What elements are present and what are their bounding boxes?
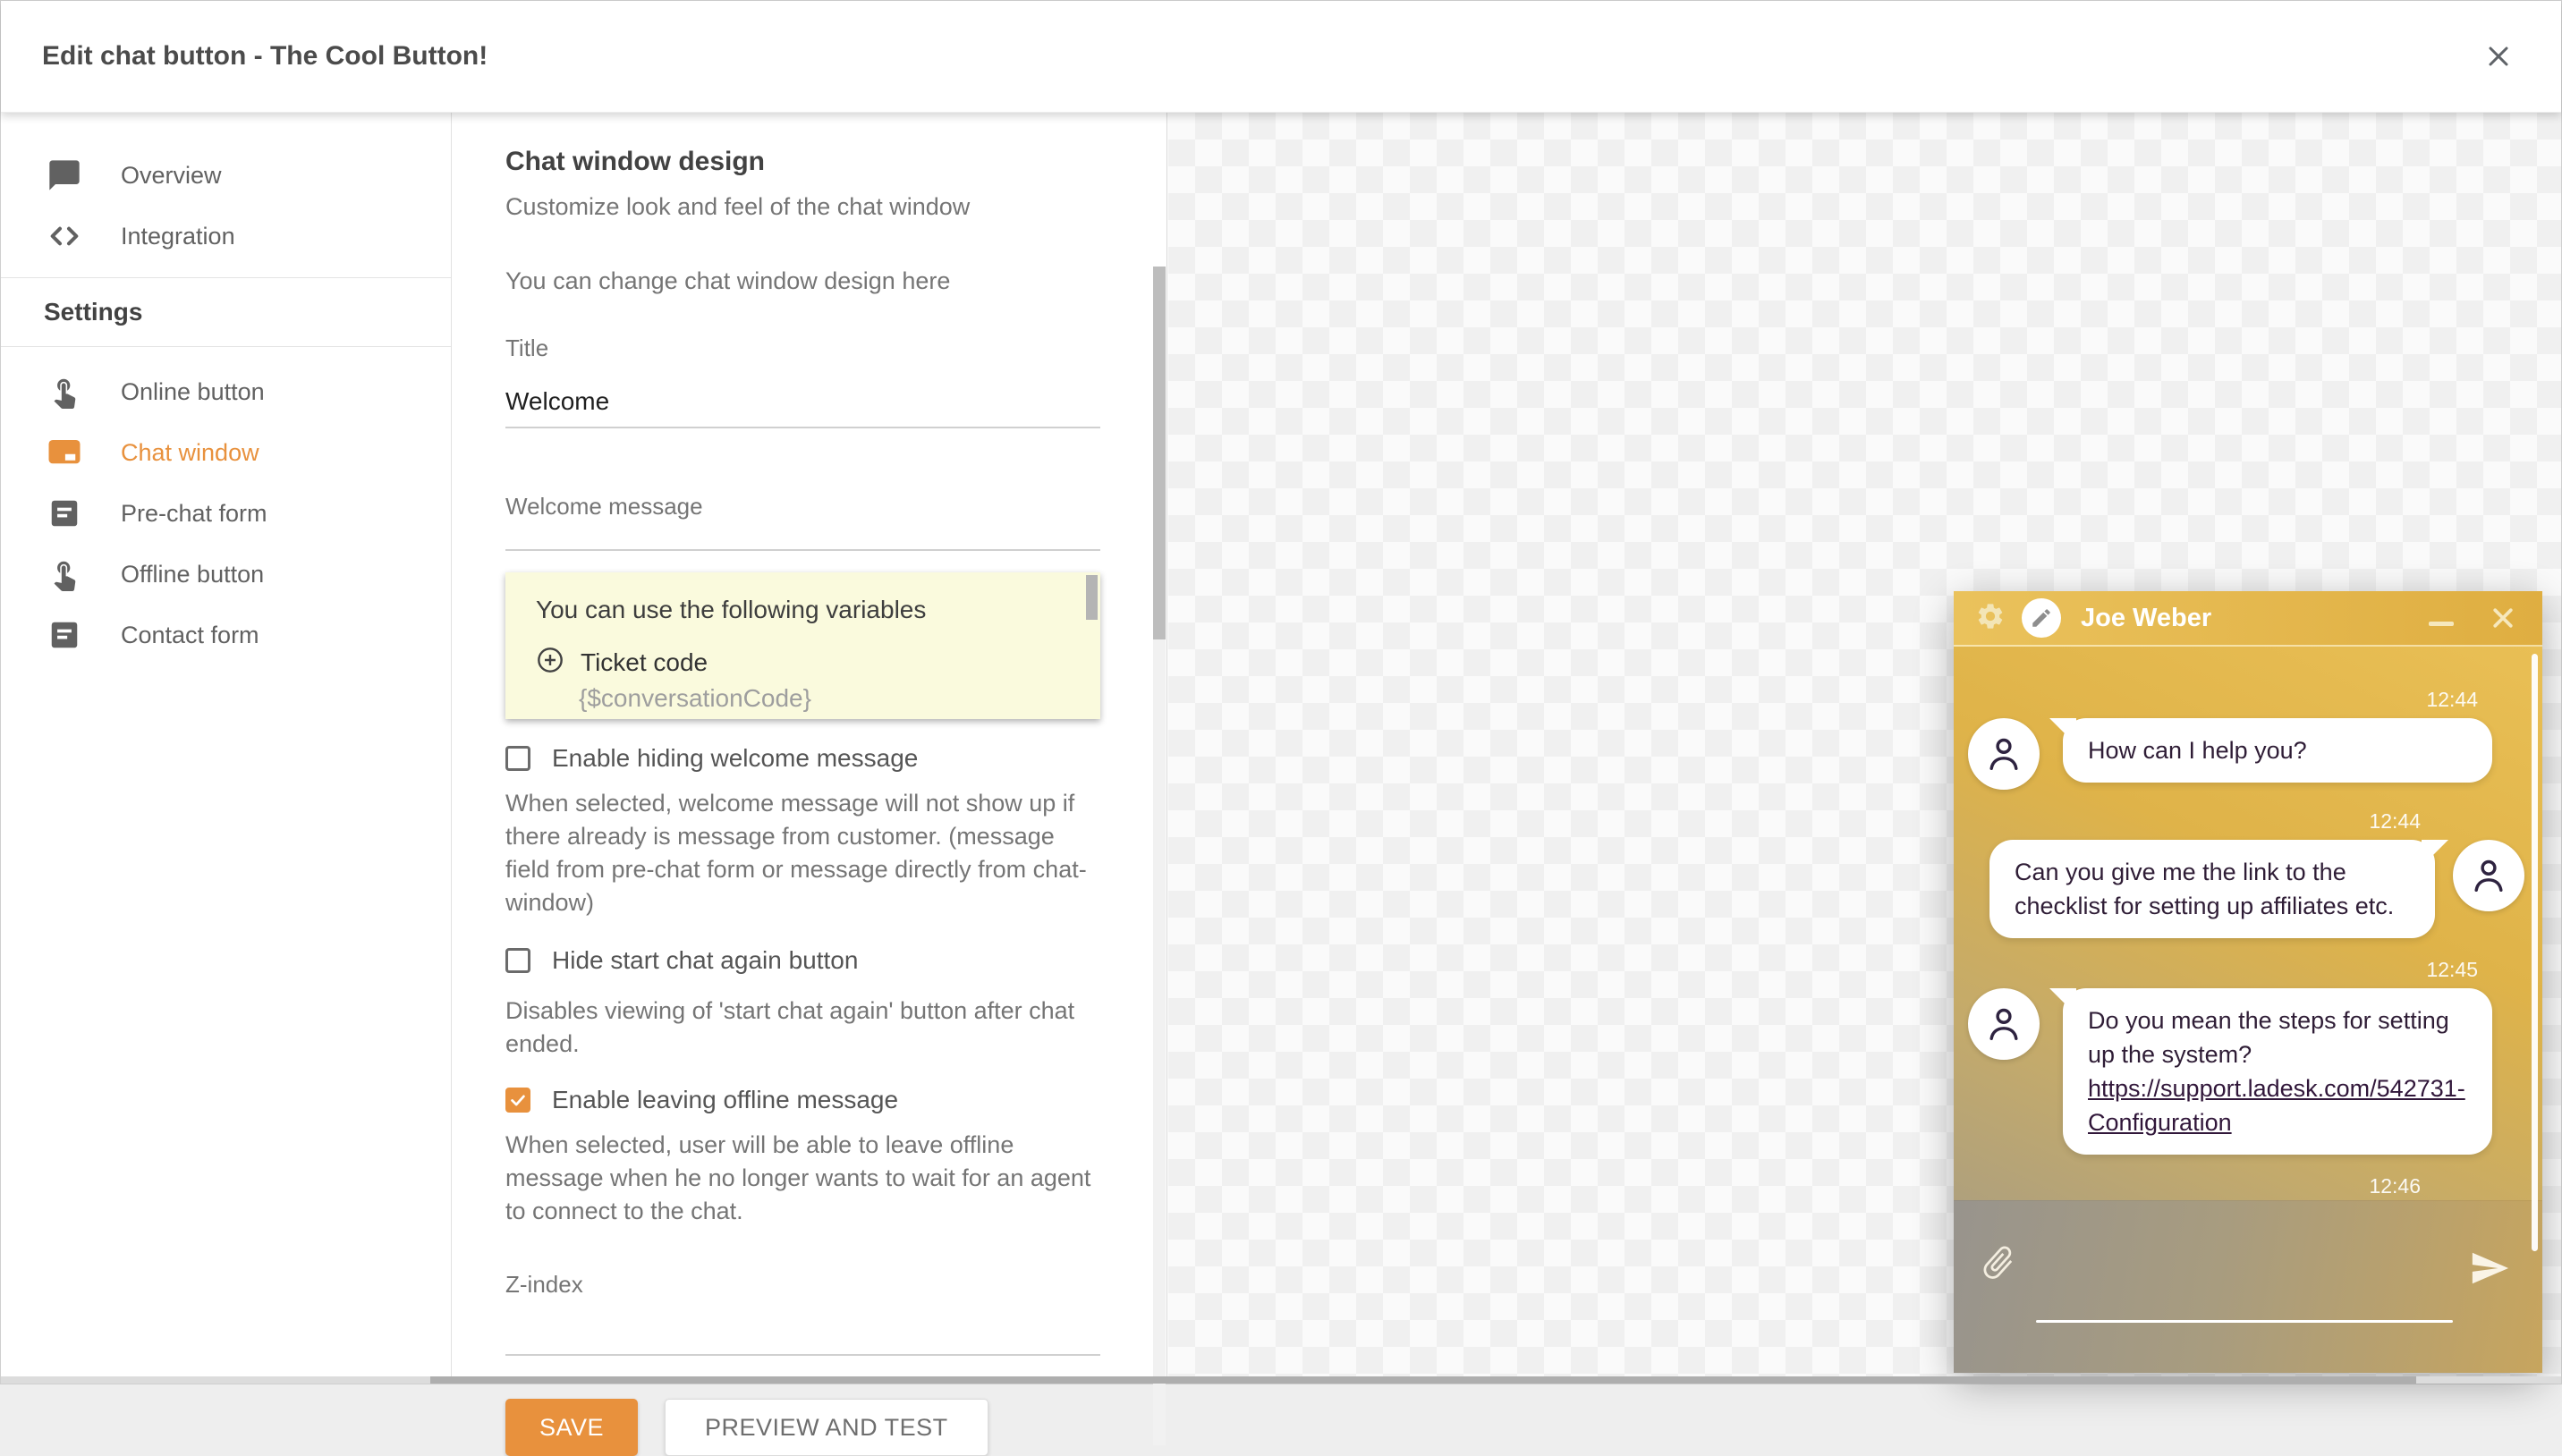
- message-input-underline[interactable]: [2036, 1320, 2453, 1323]
- message-bubble: Can you give me the link to the checklist for setting up affiliates etc.: [1989, 840, 2435, 938]
- sidebar-section-settings: Settings: [44, 298, 143, 326]
- variable-code: {$conversationCode}: [579, 684, 811, 712]
- checkbox-label: Hide start chat again button: [552, 946, 859, 974]
- message-timestamp: 12:44: [2426, 688, 2478, 711]
- agent-name: Joe Weber: [2081, 603, 2212, 632]
- person-icon: [1968, 988, 2040, 1060]
- widget-close-icon[interactable]: [2485, 597, 2521, 639]
- support-link[interactable]: https://support.ladesk.com/542731-Configuration: [2088, 1075, 2465, 1136]
- touch-app-icon: [44, 557, 85, 591]
- message-bubble: How can I help you?: [2063, 718, 2492, 783]
- variable-label: Ticket code: [581, 648, 708, 676]
- sidebar-item-label: Pre-chat form: [121, 499, 267, 527]
- variable-ticket-code[interactable]: [536, 646, 1070, 679]
- checkbox-unchecked-icon[interactable]: [505, 948, 530, 973]
- dialog-header: [1, 1, 2561, 113]
- touch-app-icon: [44, 375, 85, 409]
- variables-hint-box: [505, 572, 1100, 719]
- person-icon: [2453, 840, 2524, 911]
- chat-message-agent: [1968, 958, 2524, 1155]
- welcome-message-label: Welcome message: [505, 493, 703, 520]
- sidebar: [1, 113, 452, 1376]
- sidebar-item-chat-window[interactable]: [1, 422, 451, 483]
- welcome-message-input[interactable]: [505, 549, 1100, 551]
- title-input[interactable]: Welcome: [505, 387, 610, 415]
- panel-scrollbar-thumb[interactable]: [1153, 267, 1166, 639]
- variables-scrollbar[interactable]: [1086, 575, 1098, 620]
- message-timestamp: 12:44: [2369, 809, 2421, 833]
- chat-message-agent: [1968, 688, 2524, 790]
- checkbox-enable-leaving-offline[interactable]: [505, 1086, 1100, 1114]
- title-input-underline: [505, 427, 1100, 428]
- code-icon: [44, 218, 85, 254]
- circled-plus-icon: [536, 646, 564, 679]
- dialog-title: Edit chat button - The Cool Button!: [42, 41, 488, 71]
- save-button[interactable]: SAVE: [505, 1399, 638, 1456]
- title-field-label: Title: [505, 334, 549, 361]
- sidebar-item-label: Integration: [121, 222, 235, 250]
- sidebar-item-label: Chat window: [121, 438, 259, 466]
- preview-and-test-button[interactable]: PREVIEW AND TEST: [665, 1399, 988, 1456]
- chat-scrollbar-thumb[interactable]: [2532, 654, 2538, 1251]
- sidebar-item-overview[interactable]: [1, 145, 451, 206]
- sidebar-item-label: Overview: [121, 161, 222, 189]
- sidebar-item-label: Contact form: [121, 621, 259, 648]
- checkbox-description: When selected, welcome message will not show up if there already is message from customer. (message field from pre-chat form or message directly from chat-window): [505, 790, 1087, 916]
- sidebar-item-integration[interactable]: [1, 206, 451, 267]
- form-icon: [44, 618, 85, 652]
- chat-bubble-icon: [44, 157, 85, 193]
- chat-window-icon: [44, 434, 85, 471]
- checkbox-checked-icon[interactable]: [505, 1088, 530, 1113]
- sidebar-item-contact-form[interactable]: [1, 605, 451, 665]
- send-icon[interactable]: [2469, 1248, 2510, 1293]
- checkbox-description: Disables viewing of 'start chat again' button after chat ended.: [505, 997, 1075, 1057]
- sidebar-item-pre-chat-form[interactable]: [1, 483, 451, 544]
- panel-title: Chat window design: [505, 147, 765, 176]
- sidebar-item-online-button[interactable]: [1, 361, 451, 422]
- sidebar-item-label: Online button: [121, 377, 265, 405]
- message-bubble: [2063, 988, 2492, 1155]
- chat-widget-preview: [1954, 591, 2542, 1373]
- sidebar-item-label: Offline button: [121, 560, 265, 588]
- chat-window-design-panel: [452, 113, 1167, 1441]
- checkbox-hide-start-chat-again[interactable]: [505, 946, 1100, 975]
- zindex-input[interactable]: [505, 1354, 1100, 1356]
- horizontal-scrollbar-track[interactable]: [1, 1376, 2561, 1384]
- form-icon: [44, 496, 85, 530]
- gear-icon[interactable]: [1975, 601, 2006, 636]
- sidebar-settings-group: [1, 347, 451, 665]
- message-timestamp: 12:46: [2369, 1174, 2421, 1198]
- checkbox-enable-hiding-welcome[interactable]: [505, 744, 1100, 773]
- chat-input-footer: [1954, 1200, 2542, 1373]
- minimize-icon[interactable]: [2426, 597, 2456, 639]
- chat-message-visitor: [1968, 809, 2524, 938]
- person-icon: [1968, 718, 2040, 790]
- message-timestamp: 12:45: [2426, 958, 2478, 981]
- attachment-icon[interactable]: [1967, 1235, 2025, 1294]
- zindex-label: Z-index: [505, 1271, 583, 1298]
- panel-subtitle: Customize look and feel of the chat window: [505, 193, 971, 220]
- agent-avatar: [2022, 598, 2061, 638]
- checkbox-description: When selected, user will be able to leave offline message when he no longer wants to wait for an agent to connect to the chat.: [505, 1131, 1091, 1224]
- checkbox-label: Enable leaving offline message: [552, 1086, 899, 1113]
- chat-widget-header: [1954, 591, 2542, 647]
- close-icon[interactable]: [2477, 35, 2520, 78]
- checkbox-label: Enable hiding welcome message: [552, 744, 919, 772]
- message-text: Do you mean the steps for setting up the system?: [2088, 1007, 2449, 1068]
- checkbox-unchecked-icon[interactable]: [505, 746, 530, 771]
- sidebar-item-offline-button[interactable]: [1, 544, 451, 605]
- panel-scrollbar-track[interactable]: [1153, 267, 1166, 1445]
- horizontal-scrollbar-thumb[interactable]: [430, 1376, 2416, 1384]
- variables-heading: You can use the following variables: [536, 596, 927, 623]
- panel-intro-text: You can change chat window design here: [505, 267, 951, 294]
